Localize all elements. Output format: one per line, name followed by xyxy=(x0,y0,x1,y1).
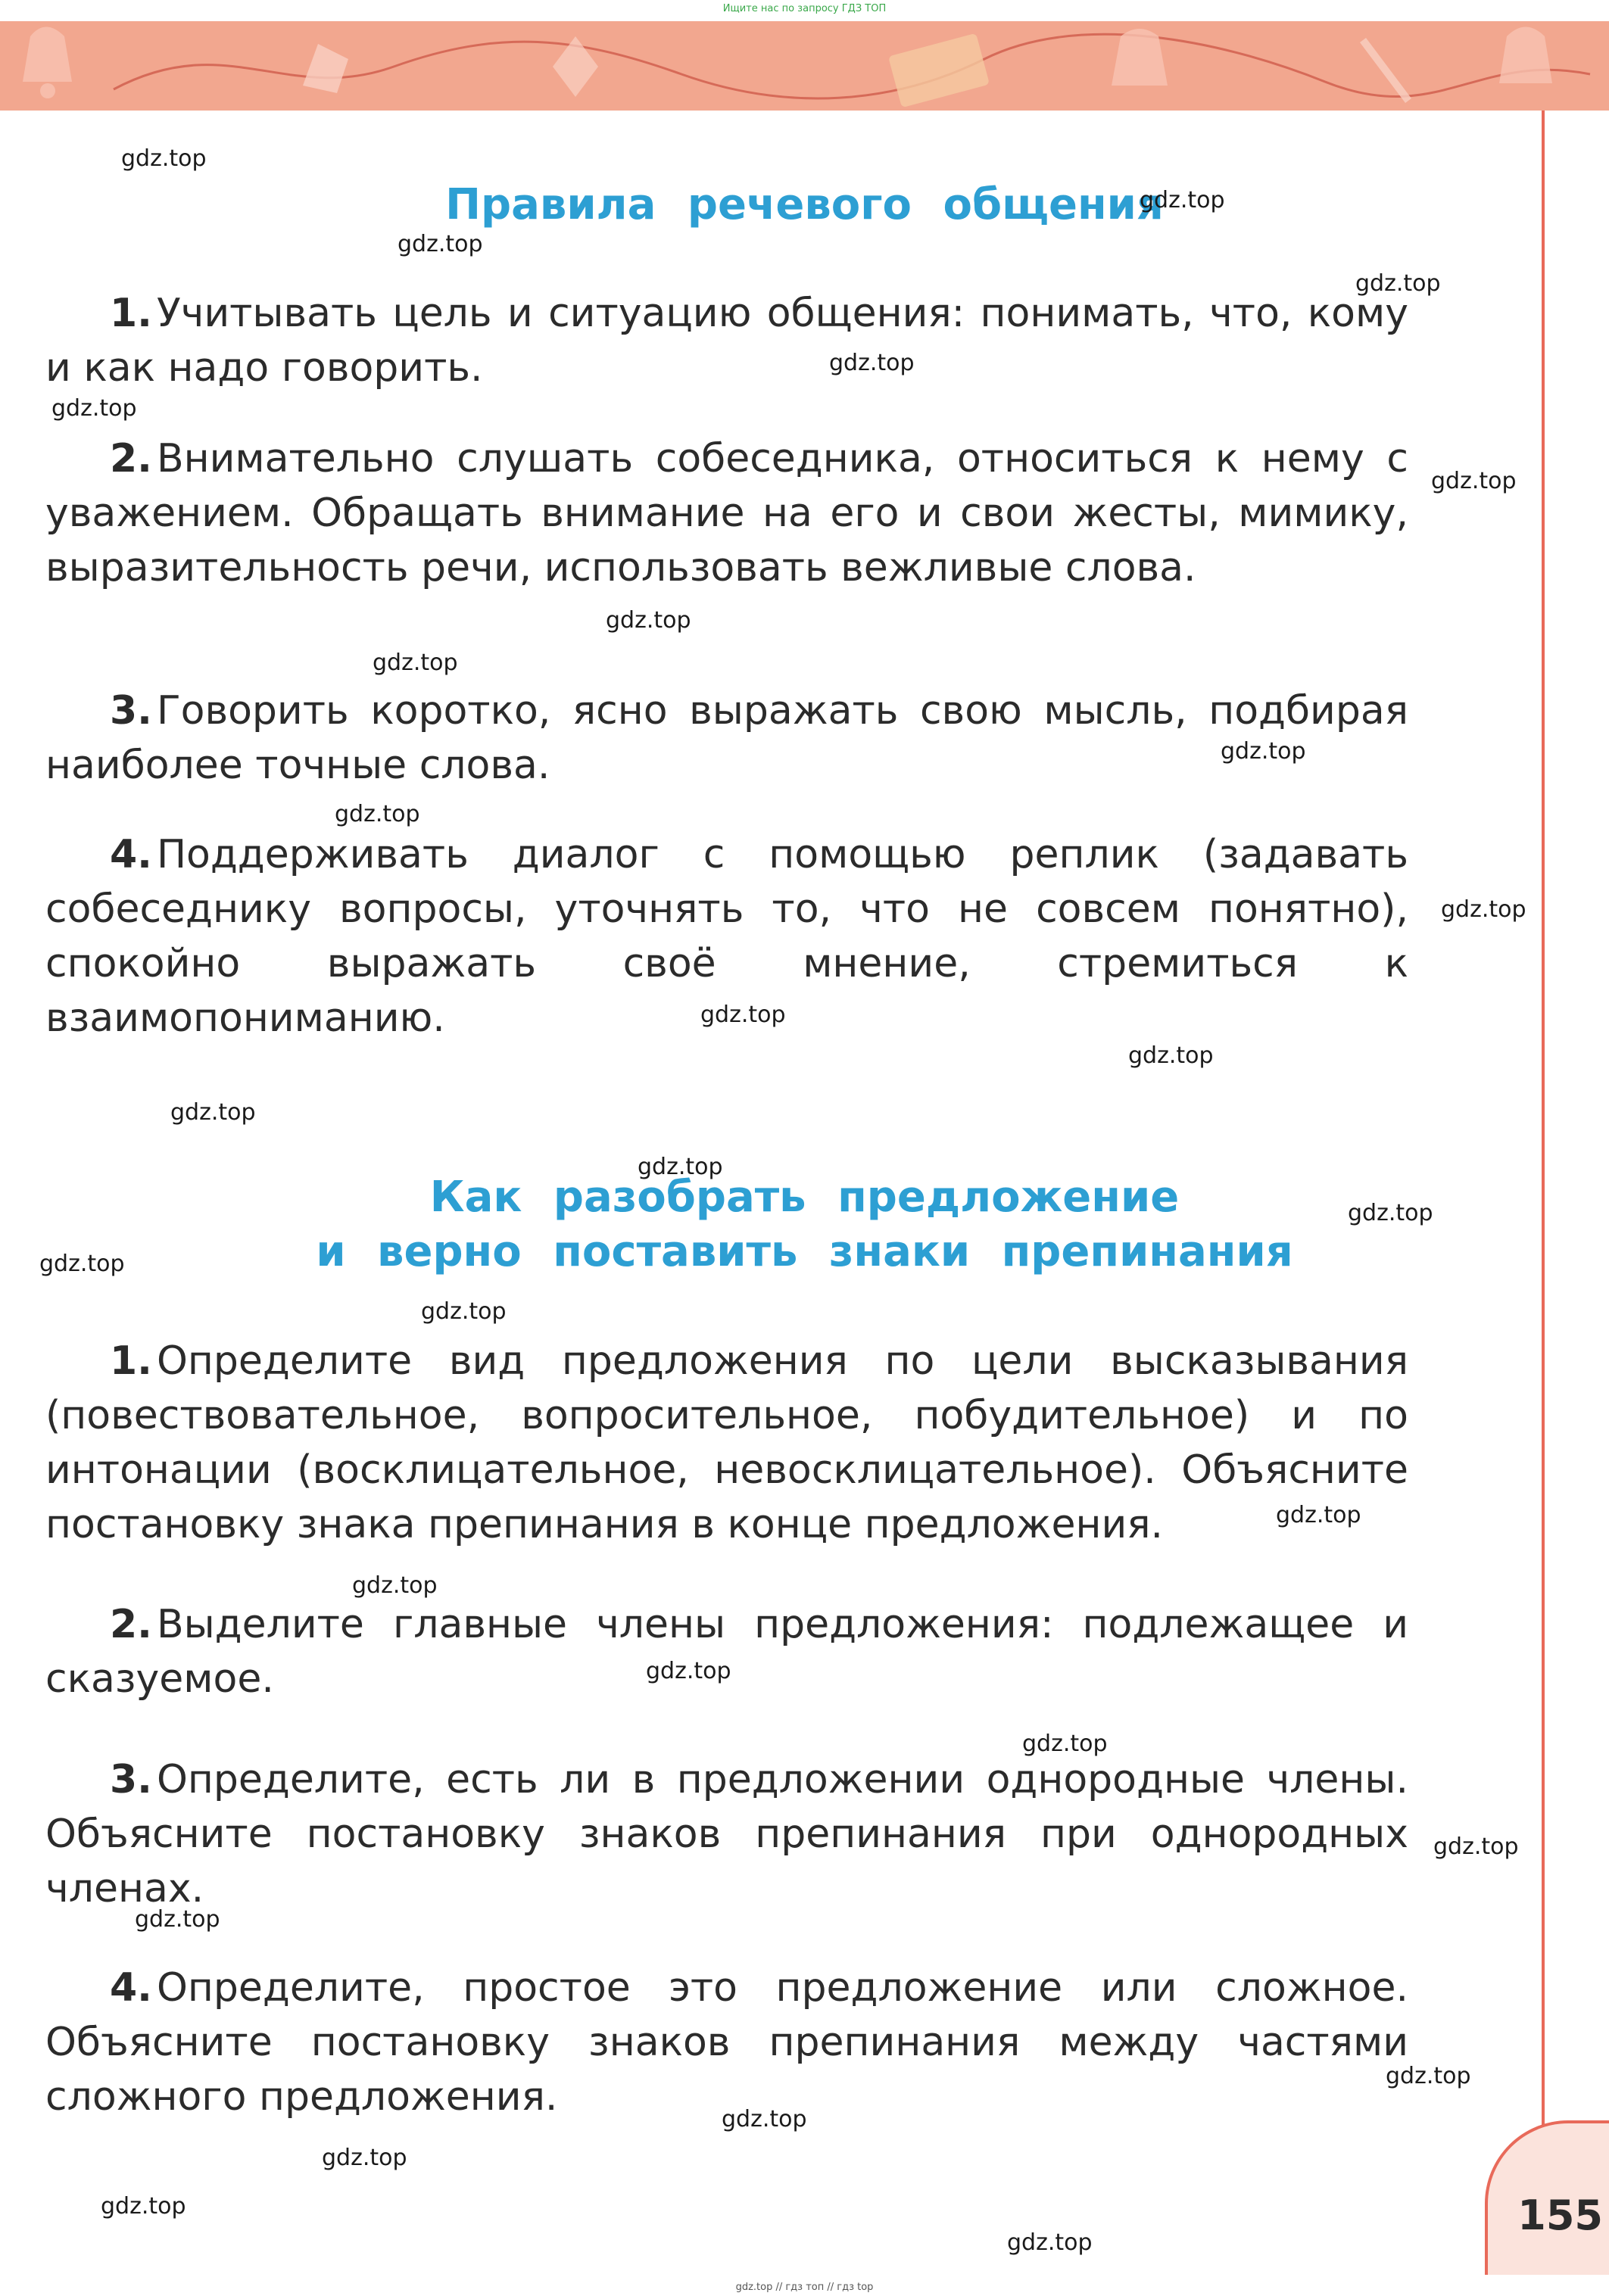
watermark: gdz.top xyxy=(1022,1731,1108,1757)
watermark: gdz.top xyxy=(646,1658,731,1684)
item-text: Учитывать цель и ситуацию общения: понимать, что, кому и как надо говорить. xyxy=(45,291,1408,391)
watermark: gdz.top xyxy=(1386,2063,1471,2089)
watermark: gdz.top xyxy=(1441,896,1526,923)
top-note: Ищите нас по запросу ГДЗ ТОП xyxy=(722,3,887,14)
watermark: gdz.top xyxy=(170,1099,256,1126)
item-text: Внимательно слушать собеседника, относиться к нему с уважением. Обращать внимание на его и свои жесты, мимику, выразительность речи, использовать вежливые слова. xyxy=(45,436,1408,590)
watermark: gdz.top xyxy=(39,1251,125,1277)
section-title-speech-rules: Правила речевого общения xyxy=(445,180,1164,229)
right-margin-rule xyxy=(1542,111,1545,2223)
item-text: Определите, простое это предложение или сложное. Объясните постановку знаков препинания между частями сложного предложения. xyxy=(45,1965,1408,2120)
page-number: 155 xyxy=(1517,2192,1603,2239)
watermark: gdz.top xyxy=(322,2145,407,2171)
rule-item-1 xyxy=(45,286,1408,395)
watermark: gdz.top xyxy=(373,650,458,676)
banner-ornament-icon xyxy=(0,21,1609,111)
watermark: gdz.top xyxy=(1007,2229,1093,2256)
bottom-note: gdz.top // гдз топ // гдз top xyxy=(735,2282,874,2293)
item-text: Поддерживать диалог с помощью реплик (задавать собеседнику вопросы, уточнять то, что не совсем понятно), спокойно выражать своё мнение, стремиться к взаимопониманию. xyxy=(45,832,1408,1041)
watermark: gdz.top xyxy=(51,395,137,422)
item-number: 3. xyxy=(110,688,152,734)
item-number: 4. xyxy=(110,832,152,877)
item-number: 2. xyxy=(110,436,152,481)
item-number: 2. xyxy=(110,1602,152,1647)
watermark: gdz.top xyxy=(1128,1042,1214,1069)
watermark: gdz.top xyxy=(1355,270,1441,297)
rule-item-3 xyxy=(45,684,1408,793)
watermark: gdz.top xyxy=(1348,1200,1433,1226)
watermark: gdz.top xyxy=(722,2106,807,2132)
watermark: gdz.top xyxy=(398,231,483,257)
item-number: 3. xyxy=(110,1757,152,1802)
parse-item-4 xyxy=(45,1961,1408,2124)
parse-item-1 xyxy=(45,1334,1408,1552)
rule-item-2 xyxy=(45,431,1408,595)
watermark: gdz.top xyxy=(352,1572,438,1599)
item-number: 1. xyxy=(110,291,152,336)
item-number: 1. xyxy=(110,1338,152,1384)
watermark: gdz.top xyxy=(1140,187,1225,213)
watermark: gdz.top xyxy=(606,607,691,634)
decorative-banner xyxy=(0,21,1609,111)
section-title-sentence-parsing-line2: и верно поставить знаки препинания xyxy=(316,1227,1293,1276)
item-text: Определите, есть ли в предложении однородные члены. Объясните постановку знаков препинания при однородных членах. xyxy=(45,1757,1408,1911)
parse-item-2 xyxy=(45,1597,1408,1706)
watermark: gdz.top xyxy=(135,1906,220,1933)
watermark: gdz.top xyxy=(101,2193,186,2220)
item-text: Определите вид предложения по цели высказывания (повествовательное, вопросительное, побудительное) и по интонации (восклицательное, невосклицательное). Объясните постановку знака препинания в конце предложения. xyxy=(45,1338,1408,1547)
section-title-sentence-parsing-line1: Как разобрать предложение xyxy=(429,1173,1180,1222)
watermark: gdz.top xyxy=(638,1154,723,1180)
watermark: gdz.top xyxy=(829,350,915,376)
watermark: gdz.top xyxy=(1221,738,1306,765)
item-text: Выделите главные члены предложения: подлежащее и сказуемое. xyxy=(45,1602,1408,1702)
watermark: gdz.top xyxy=(700,1002,786,1028)
item-text: Говорить коротко, ясно выражать свою мысль, подбирая наиболее точные слова. xyxy=(45,688,1408,788)
parse-item-3 xyxy=(45,1752,1408,1916)
watermark: gdz.top xyxy=(421,1298,507,1325)
watermark: gdz.top xyxy=(335,801,420,827)
watermark: gdz.top xyxy=(1433,1833,1519,1860)
watermark: gdz.top xyxy=(1431,468,1517,494)
item-number: 4. xyxy=(110,1965,152,2011)
watermark: gdz.top xyxy=(1276,1502,1361,1528)
watermark: gdz.top xyxy=(121,145,207,172)
